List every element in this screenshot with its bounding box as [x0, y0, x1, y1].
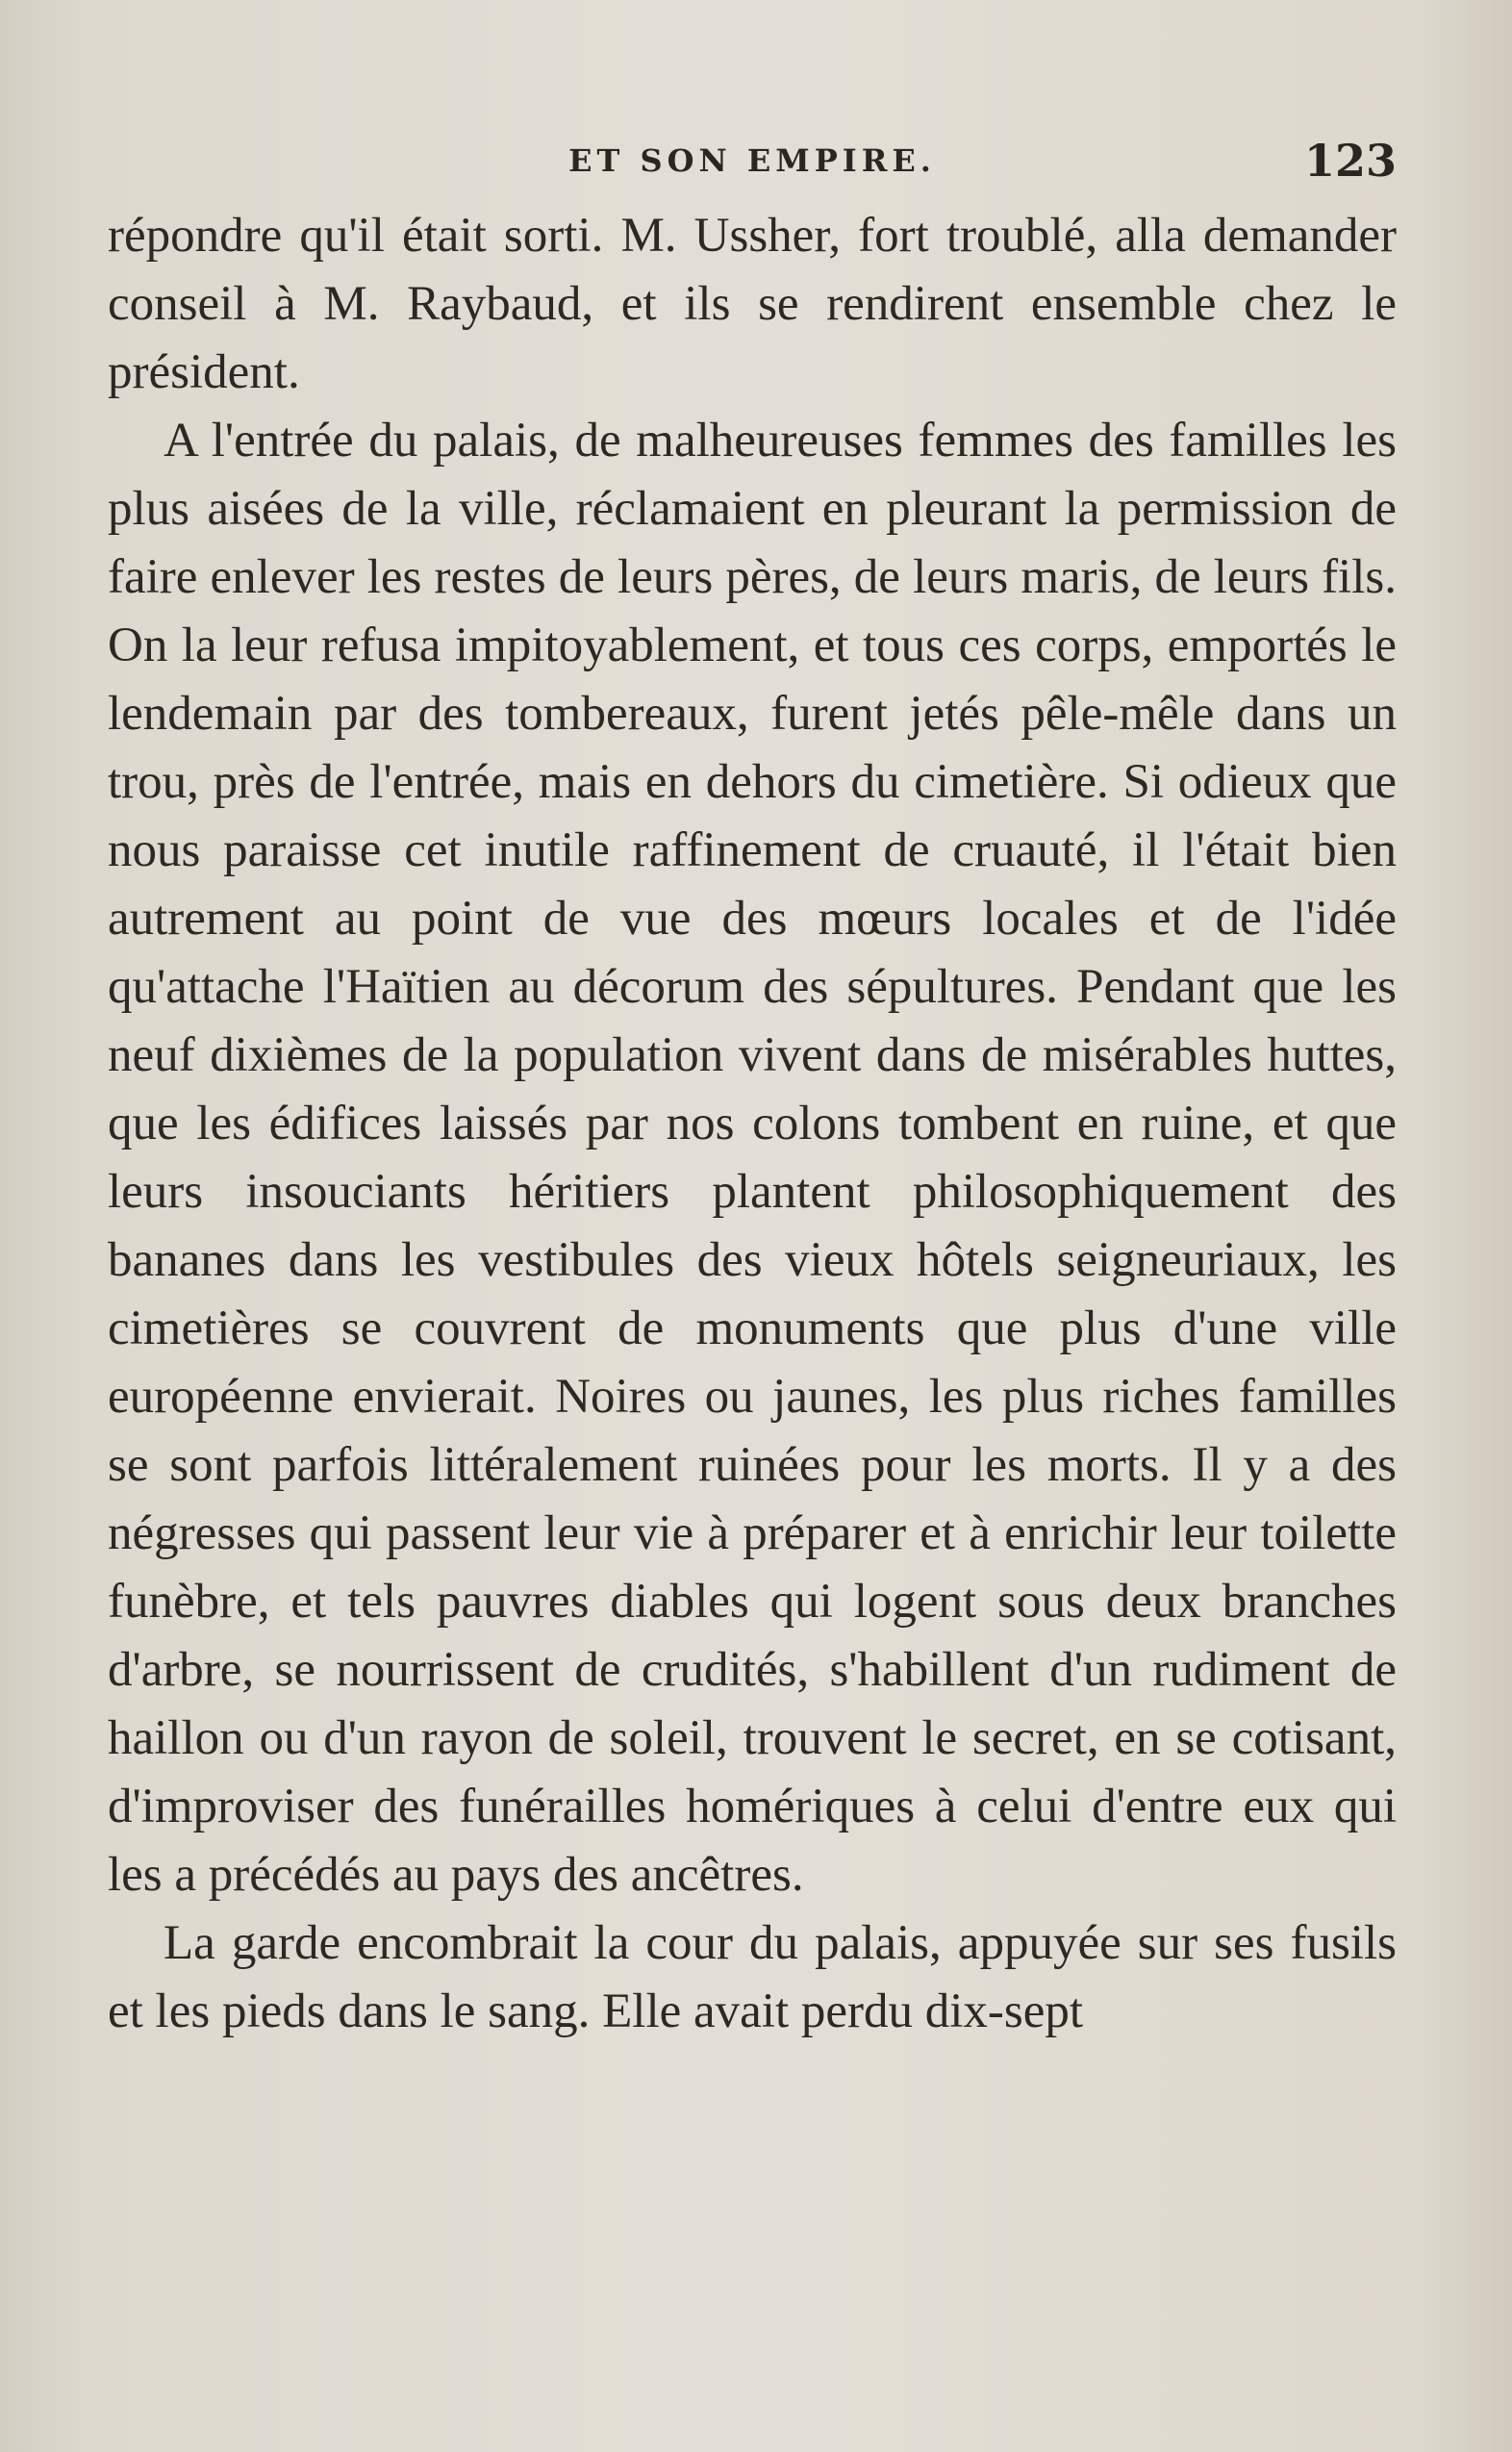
running-head — [108, 135, 1397, 192]
paragraph-palace-entrance: A l'entrée du palais, de malheureuses femmes des familles les plus aisées de la ville, réclamaient en pleurant la permission de faire enlever les restes de leurs pères, de leurs maris, de leurs fils. On la leur refusa impitoyablement, et tous ces corps, emportés le lendemain par des tombereaux, furent jetés pêle-mêle dans un trou, près de l'entrée, mais en dehors du cimetière. Si odieux que nous paraisse cet inutile raffinement de cruauté, il l'était bien autrement au point de vue des mœurs locales et de l'idée qu'attache l'Haïtien au décorum des sépultures. Pendant que les neuf dixièmes de la population vivent dans de misérables huttes, que les édifices laissés par nos colons tombent en ruine, et que leurs insouciants héritiers plantent philosophiquement des bananes dans les vestibules des vieux hôtels seigneuriaux, les cimetières se couvrent de monuments que plus d'une ville européenne envierait. Noires ou jaunes, les plus riches familles se sont parfois littéralement ruinées pour les morts. Il y a des négresses qui passent leur vie à préparer et à enrichir leur toilette funèbre, et tels pauvres diables qui logent sous deux branches d'arbre, se nourrissent de crudités, s'habillent d'un rudiment de haillon ou d'un rayon de soleil, trouvent le secret, en se cotisant, d'improviser des funérailles homériques à celui d'entre eux qui les a précédés au pays des ancêtres. — [108, 414, 1397, 1902]
body-text — [108, 202, 1397, 2046]
paragraph-guard: La garde encombrait la cour du palais, appuyée sur ses fusils et les pieds dans le sang. Elle avait perdu dix-sept — [108, 1916, 1397, 2038]
paragraph-continued: répondre qu'il était sorti. M. Ussher, fort troublé, alla demander conseil à M. Raybaud, et ils se rendirent ensemble chez le président. — [108, 209, 1397, 399]
page-number: 123 — [1303, 135, 1397, 187]
running-title: ET SON EMPIRE. — [568, 142, 936, 179]
